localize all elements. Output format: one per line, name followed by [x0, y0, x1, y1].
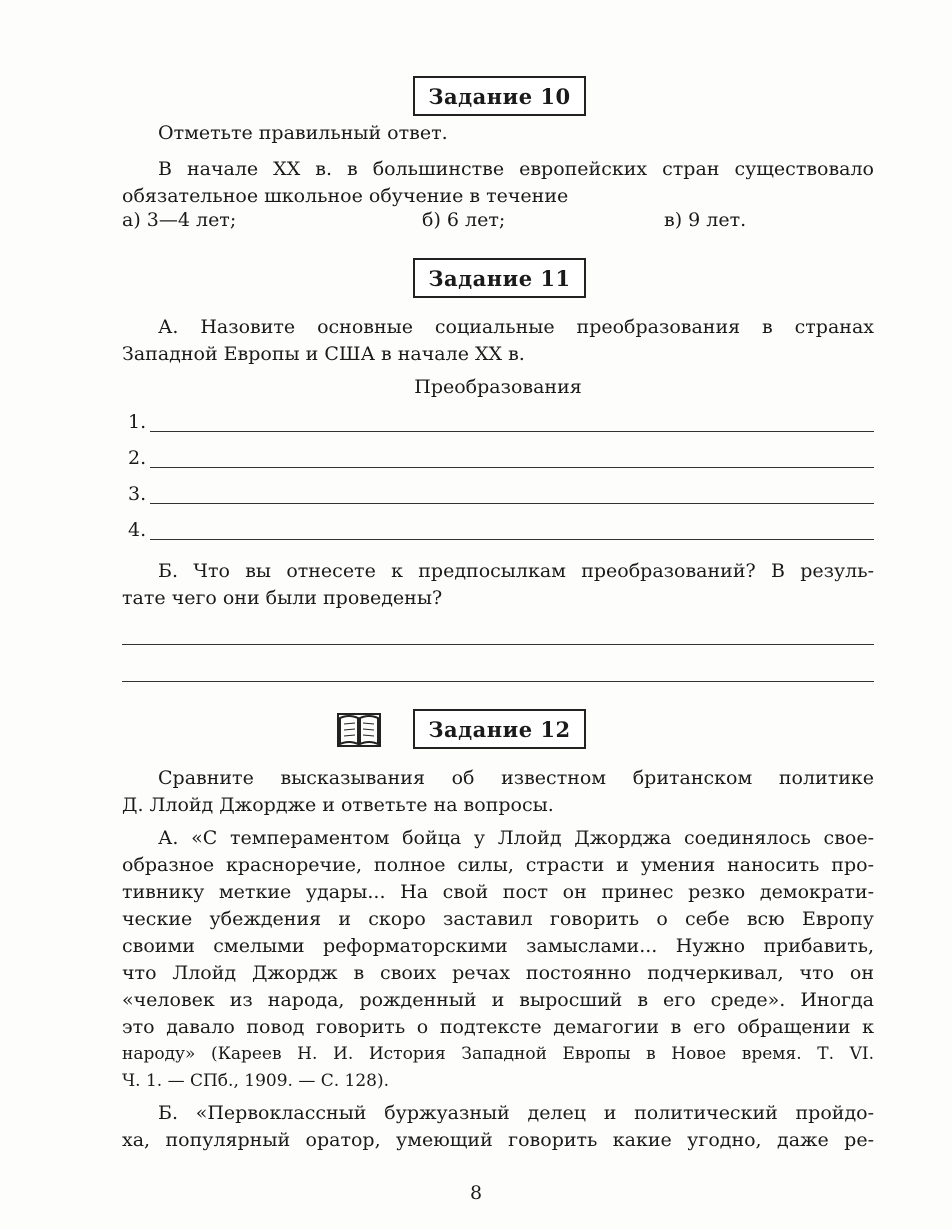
quote-a-line-2: образное красноречие, полное силы, страсти и умения наносить про- [122, 854, 874, 876]
task-11-part-a-line-2: Западной Европы и США в начале XX в. [122, 343, 525, 365]
quote-a-line-7: «человек из народа, рожденный и выросший в его среде». Иногда [122, 989, 874, 1011]
row-number: 4. [128, 519, 147, 541]
task-10-question-line-1: В начале XX в. в большинстве европейских стран существовало [158, 158, 874, 180]
page-number: 8 [469, 1182, 483, 1204]
task-12-intro-line-2: Д. Ллойд Джордже и ответьте на вопросы. [122, 794, 554, 816]
task-10-instruction: Отметьте правильный ответ. [158, 122, 448, 144]
task-11-part-b-line-2: тате чего они были проведены? [122, 587, 443, 609]
answer-line [150, 431, 874, 432]
quote-a-line-10: Ч. 1. — СПб., 1909. — С. 128). [122, 1071, 390, 1091]
quote-a-line-4: ческие убеждения и скоро заставил говорить о себе всю Европу [122, 908, 874, 930]
option-c[interactable]: в) 9 лет. [664, 209, 747, 231]
quote-a-line-1: А. «С темпераментом бойца у Ллойд Джорджа соединялось свое- [158, 827, 874, 849]
answer-line [150, 503, 874, 504]
task-12-intro-line-1: Сравните высказывания об известном британском политике [158, 767, 874, 789]
quote-a-line-8: это давало повод говорить о подтексте демагогии в его обращении к [122, 1016, 874, 1038]
quote-a-line-6: что Ллойд Джордж в своих речах постоянно подчеркивал, что он [122, 962, 874, 984]
option-a[interactable]: а) 3—4 лет; [122, 209, 237, 231]
quote-a-line-9: народу» (Кареев Н. И. История Западной Европы в Новое время. Т. VI. [122, 1044, 874, 1064]
task-10-question-line-2: обязательное школьное обучение в течение [122, 185, 569, 207]
book-icon [336, 710, 382, 750]
task-11-title: Задание 11 [413, 258, 586, 298]
answer-row-4[interactable] [122, 519, 874, 545]
table-header: Преобразования [414, 376, 582, 398]
quote-a-line-5: своими смелыми реформаторскими замыслами... Нужно прибавить, [122, 935, 874, 957]
task-12-title: Задание 12 [413, 709, 586, 749]
task-11-part-a-line-1: А. Назовите основные социальные преобразования в странах [158, 316, 874, 338]
option-b[interactable]: б) 6 лет; [422, 209, 506, 231]
task-10-options [122, 209, 874, 235]
answer-row-2[interactable] [122, 447, 874, 473]
quote-a-line-3: тивнику меткие удары... На свой пост он принес резко демократи- [122, 881, 874, 903]
answer-row-3[interactable] [122, 483, 874, 509]
answer-line [150, 467, 874, 468]
row-number: 2. [128, 447, 147, 469]
task-11-part-b-line-1: Б. Что вы отнесете к предпосылкам преобразований? В резуль- [158, 560, 874, 582]
quote-b-line-1: Б. «Первоклассный буржуазный делец и политический пройдо- [158, 1102, 874, 1124]
answer-line-b-2[interactable] [122, 681, 874, 682]
row-number: 3. [128, 483, 147, 505]
task-10-title: Задание 10 [413, 76, 586, 116]
answer-row-1[interactable] [122, 411, 874, 437]
answer-line [150, 539, 874, 540]
quote-b-line-2: ха, популярный оратор, умеющий говорить какие угодно, даже ре- [122, 1129, 874, 1151]
row-number: 1. [128, 411, 147, 433]
answer-line-b-1[interactable] [122, 644, 874, 645]
